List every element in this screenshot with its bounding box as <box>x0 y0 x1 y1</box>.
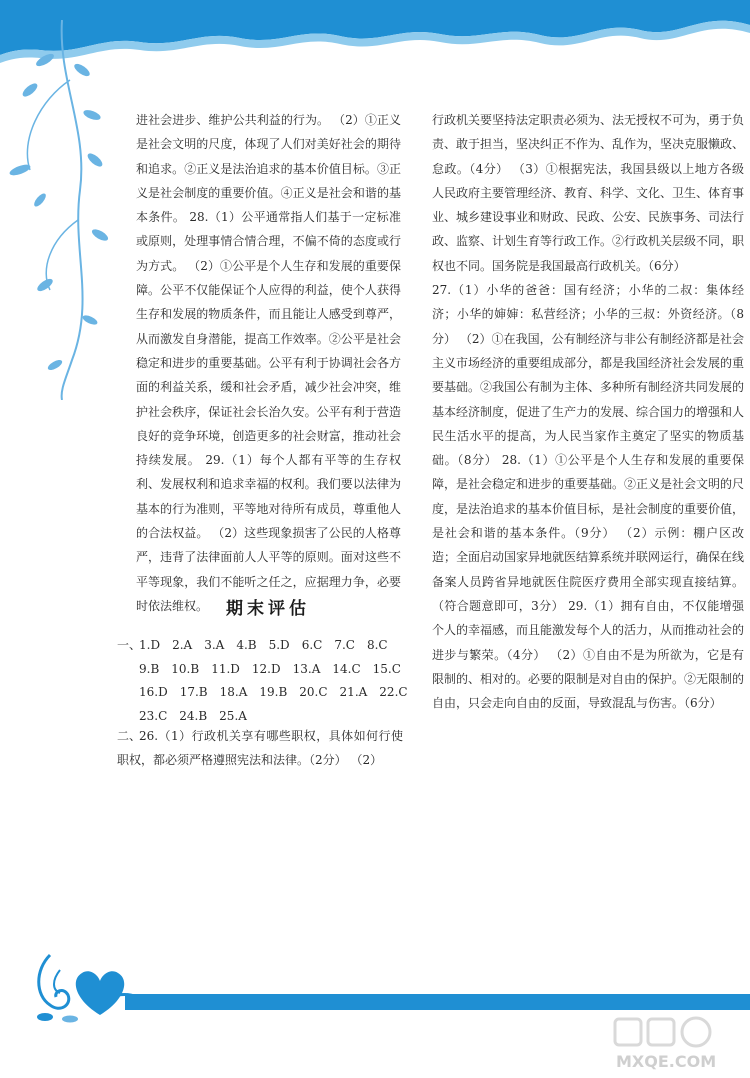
left-answer-text: 进社会进步、维护公共利益的行为。 （2）①正义是社会文明的尺度，体现了人们对美好社会的期待和追求。②正义是法治追求的基本价值目标。③正义是社会制度的重要价值。④正义是社会和谐的基本条件。 28.（1）公平通常指人们基于一定标准或原则，处理事情合情合理，不偏不倚的态度或行为方式。 （2）①公平是个人生存和发展的重要保障。公平不仅能保证个人应得的利益，使个人获得生存和发展的物质条件，而且能让人感受到尊严，从而激发自身潜能，提高工作效率。②公平是社会稳定和进步的重要基础。公平有利于协调社会各方面的利益关系，缓和社会矛盾，减少社会冲突，维护社会秩序，保证社会长治久安。公平有利于营造良好的竞争环境，创造更多的社会财富，推动社会持续发展。 29.（1）每个人都有平等的生存权利、发展权利和追求幸福的权利。我们要以法律为基本的行为准则，平等地对待所有成员，尊重他人的合法权益。 （2）这些现象损害了公民的人格尊严，违背了法律面前人人平等的原则。面对这些不平等现象，我们不能听之任之，应据理力争，必要时依法维权。 <box>136 113 401 613</box>
answer-item: 14.C <box>332 661 361 676</box>
part-one-label: 一、 <box>117 638 142 652</box>
answer-row <box>117 658 407 682</box>
vine-decoration <box>0 20 110 400</box>
answer-item: 22.C <box>379 685 408 699</box>
answer-item: 1.D <box>139 638 161 652</box>
question-26-text: 26.（1）行政机关享有哪些职权，具体如何行使职权，都必须严格遵照宪法和法律。（2分） （2） <box>117 729 403 767</box>
answer-item: 20.C <box>299 685 328 699</box>
answer-item: 11.D <box>211 661 240 676</box>
answer-item: 2.A <box>172 638 193 652</box>
part-two-answers <box>117 724 403 772</box>
answer-item: 18.A <box>219 685 248 699</box>
answer-item: 8.C <box>366 638 388 652</box>
answer-row <box>117 681 407 705</box>
answer-item: 3.A <box>204 638 225 652</box>
answer-item: 17.B <box>179 685 208 699</box>
watermark-logo <box>610 1015 745 1075</box>
answer-item: 25.A <box>219 708 247 723</box>
answer-item: 23.C <box>139 708 168 723</box>
answer-item: 5.D <box>268 638 290 652</box>
multiple-choice-answers <box>117 634 407 728</box>
answer-item: 9.B <box>139 661 160 676</box>
part-two-label: 二、 <box>117 729 142 743</box>
left-answer-column <box>136 108 401 618</box>
answer-item: 21.A <box>339 685 368 699</box>
answer-item: 12.D <box>251 661 281 676</box>
answer-item: 13.A <box>292 661 321 676</box>
right-answer-text: 行政机关要坚持法定职责必须为、法无授权不可为，勇于负责、敢于担当，坚决纠正不作为、乱作为，坚决克服懒政、怠政。（4分） （3）①根据宪法，我国县级以上地方各级人民政府主要管理经济、教育、科学、文化、卫生、体育事业、城乡建设事业和财政、民政、公安、民族事务、司法行政、监察、计划生育等行政工作。②行政机关层级不同，职权也不同。国务院是我国最高行政机关。（6分） <box>432 113 745 273</box>
answer-item: 4.B <box>236 638 257 652</box>
svg-text:MXQE.COM: MXQE.COM <box>616 1052 717 1071</box>
answer-item: 19.B <box>259 685 288 699</box>
answer-item: 6.C <box>301 638 323 652</box>
answer-item: 10.B <box>171 661 200 676</box>
top-wave-banner <box>0 0 750 70</box>
answer-item: 16.D <box>139 685 168 699</box>
section-title: 期末评估 <box>226 599 310 619</box>
bottom-bar <box>125 994 750 1010</box>
heart-swirl-icon <box>30 945 140 1025</box>
answer-item: 7.C <box>334 638 355 652</box>
answer-item: 24.B <box>179 708 208 723</box>
right-answer-text: 27.（1）小华的爸爸：国有经济；小华的二叔：集体经济；小华的婶婶：私营经济；小华的三叔：外资经济。（8分） （2）①在我国，公有制经济与非公有制经济都是社会主义市场经济的重要组成部分，都是我国经济社会发展的重要基础。②我国公有制为主体、多种所有制经济共同发展的基本经济制度，促进了生产力的发展、综合国力的增强和人民生活水平的提高，为人民当家作主奠定了坚实的物质基础。（8分） 28.（1）①公平是个人生存和发展的重要保障，是社会稳定和进步的重要基础。②正义是社会文明的尺度，是法治追求的基本价值目标，是社会制度的重要价值，是社会和谐的基本条件。（9分） （2）示例：棚户区改造；全面启动国家异地就医结算系统并联网运行，确保在线备案人员跨省异地就医住院医疗费用全部实现直接结算。（符合题意即可，3分） 29.（1）拥有自由，不仅能增强个人的幸福感，而且能激发每个人的活力，从而推动社会的进步与繁荣。（4分） （2）①自由不是为所欲为，它是有限制的、相对的。必要的限制是对自由的保护。②无限制的自由，只会走向自由的反面，导致混乱与伤害。（6分） <box>432 283 745 711</box>
answer-item: 15.C <box>372 661 401 676</box>
right-answer-column <box>432 108 744 715</box>
answer-row <box>117 634 407 658</box>
